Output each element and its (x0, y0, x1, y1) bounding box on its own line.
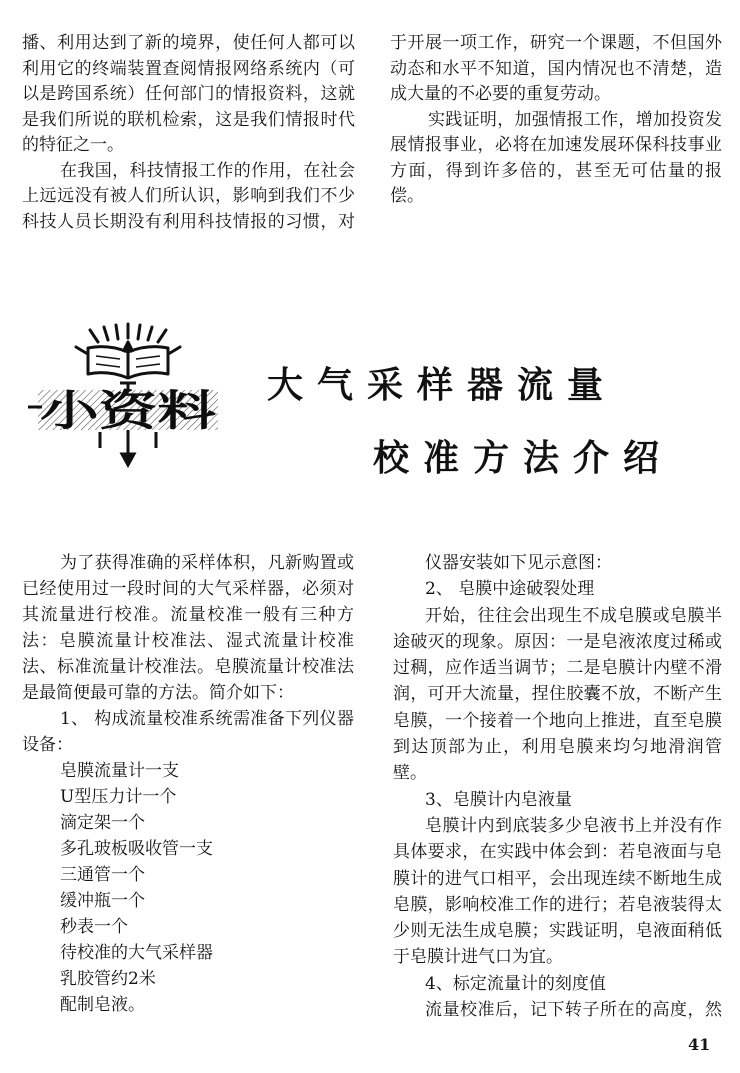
text-line: 壁。 (393, 763, 427, 784)
column-logo (26, 322, 228, 472)
text-line: 是最简便最可靠的方法。简介如下： (22, 683, 294, 703)
text-line: 偿。 (390, 186, 424, 206)
continued-text-right-column (390, 31, 722, 210)
list-item: 缓冲瓶一个 (60, 891, 145, 911)
text-line: 实践证明，加强情报工作，增加投资发 (428, 109, 722, 130)
text-line: 在我国，科技情报工作的作用，在社会 (60, 160, 355, 181)
text-line: 皂膜，一个接着一个地向上推进，直至皂膜 (393, 710, 722, 731)
text-line: 法、标准流量计校准法。皂膜流量计校准法 (22, 657, 354, 677)
text-line: 已经使用过一段时间的大气采样器，必须对 (22, 579, 354, 599)
text-line: 动态和水平不知道，国内情况也不清楚，造 (390, 58, 722, 79)
list-item: 秒表一个 (60, 917, 128, 937)
text-line: 润，可开大流量，捏住胶囊不放，不断产生 (393, 684, 722, 705)
text-line: 皂膜，影响校准工作的进行；若皂液装得太 (393, 894, 722, 915)
text-line: 上远远没有被人们所认识，影响到我们不少 (22, 186, 355, 206)
text-line: 以是跨国系统）任何部门的情报资料，这就 (22, 84, 355, 104)
section-heading: 2、 皂膜中途破裂处理 (425, 579, 595, 600)
text-line: 播、利用达到了新的境界，使任何人都可以 (22, 33, 355, 53)
text-line: 皂膜计内到底装多少皂液书上并没有作 (425, 815, 722, 836)
text-line: 为了获得准确的采样体积，凡新购置或 (60, 553, 354, 573)
logo-text: 小资料 (40, 386, 216, 435)
section-heading: 3、皂膜计内皂液量 (425, 789, 572, 810)
article-title-line-2: 校准方法介绍 (373, 437, 674, 479)
text-line: 其流量进行校准。流量校准一般有三种方 (22, 605, 354, 625)
text-line: 过稠，应作适当调节；二是皂膜计内壁不滑 (393, 658, 722, 679)
list-item: 乳胶管约2米 (60, 969, 156, 989)
list-item: 配制皂液。 (60, 995, 145, 1015)
text-line: 于皂膜计进气口为宜。 (393, 947, 563, 968)
article-title-line-1: 大气采样器流量 (267, 364, 618, 406)
article-left-column (22, 550, 354, 1018)
text-line: 少则无法生成皂膜；实践证明，皂液面稍低 (393, 921, 722, 942)
text-line: 具体要求，在实践中体会到：若皂液面与皂 (393, 842, 722, 863)
arrow-down-icon (100, 430, 156, 465)
text-line: 展情报事业，必将在加速发展环保科技事业 (390, 135, 722, 155)
list-item: 待校准的大气采样器 (60, 943, 213, 963)
text-line: 法：皂膜流量计校准法、湿式流量计校准 (22, 631, 354, 651)
text-line: 成大量的不必要的重复劳动。 (390, 84, 611, 104)
section-heading: 4、标定流量计的刻度值 (425, 973, 606, 994)
text-line: 流量校准后，记下转子所在的高度，然 (425, 1000, 722, 1021)
text-line: 膜计的进气口相平，会出现连续不断地生成 (393, 868, 722, 889)
page-number: 41 (688, 1035, 711, 1054)
text-line: 的特征之一。 (22, 135, 124, 155)
text-line: 科技人员长期没有利用科技情报的习惯，对 (22, 211, 355, 232)
list-item: 多孔玻板吸收管一支 (60, 839, 213, 859)
text-line: 仪器安装如下见示意图： (425, 553, 612, 573)
list-item: 皂膜流量计一支 (60, 761, 179, 781)
text-line: 方面，得到许多倍的，甚至无可估量的报 (390, 160, 722, 181)
open-book-icon (88, 342, 168, 390)
section-heading: 1、 构成流量校准系统需准备下列仪器 (60, 709, 354, 729)
text-line: 于开展一项工作，研究一个课题，不但国外 (390, 33, 722, 53)
text-line: 开始，往往会出现生不成皂膜或皂膜半 (425, 605, 722, 626)
text-line: 到达顶部为止，利用皂膜来均匀地滑润管 (393, 737, 722, 758)
text-line: 途破灭的现象。原因：一是皂液浓度过稀或 (393, 631, 722, 652)
text-line: 设备： (22, 735, 73, 755)
text-line: 利用它的终端装置查阅情报网络系统内（可 (22, 58, 355, 79)
article-right-column (393, 550, 722, 1023)
text-line: 是我们所说的联机检索，这是我们情报时代 (22, 109, 355, 130)
list-item: 三通管一个 (60, 865, 145, 885)
list-item: 滴定架一个 (60, 813, 145, 833)
list-item: U型压力计一个 (60, 787, 177, 807)
continued-text-left-column (22, 31, 355, 235)
